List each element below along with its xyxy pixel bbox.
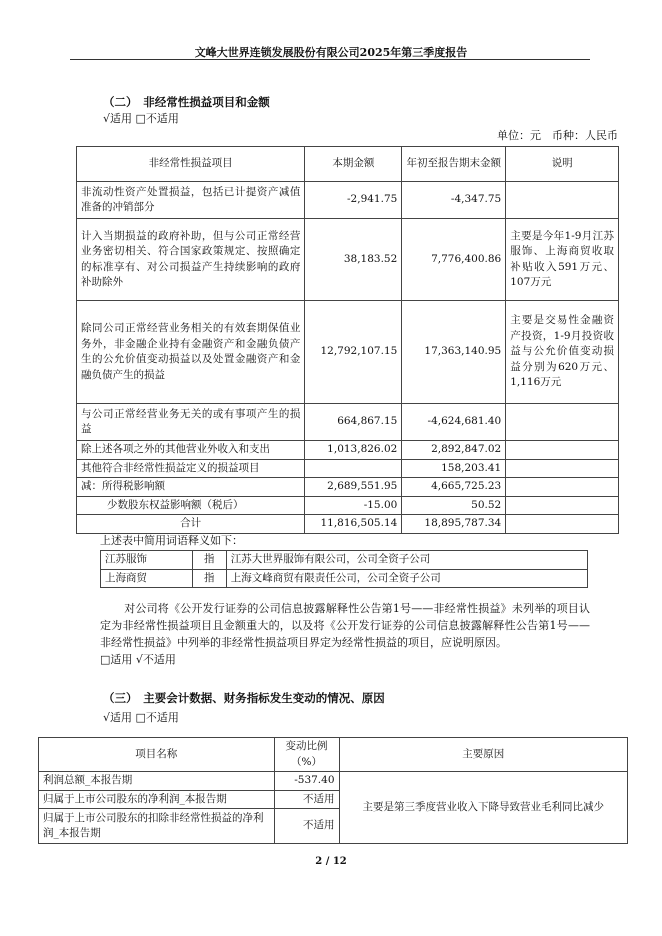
main-reason: 主要是第三季度营业收入下降导致营业毛利同比减少 xyxy=(339,772,627,844)
row-ratio: 不适用 xyxy=(274,809,339,844)
row-note xyxy=(506,182,619,219)
abbr-term: 上海商贸 xyxy=(101,569,193,588)
row-current: -2,941.75 xyxy=(305,182,402,219)
col-header-ratio: 变动比例（%） xyxy=(274,738,339,772)
abbr-term: 江苏服饰 xyxy=(101,551,193,570)
row-item: 除上述各项之外的其他营业外收入和支出 xyxy=(77,441,305,460)
row-ratio: 不适用 xyxy=(274,790,339,809)
row-item: 除同公司正常经营业务相关的有效套期保值业务外，非金融企业持有金融资产和金融负债产生的公允价值变动损益以及处置金融资产和金融负债产生的损益 xyxy=(77,301,305,404)
list-item xyxy=(101,569,588,588)
row-current xyxy=(305,459,402,478)
abbr-intro: 上述表中简用词语释义如下： xyxy=(100,534,243,547)
table-row xyxy=(77,219,619,301)
col-header-current: 本期金额 xyxy=(305,147,402,182)
row-item: 减：所得税影响额 xyxy=(77,478,305,497)
page-number: 2 / 12 xyxy=(315,856,347,867)
non-recurring-table xyxy=(76,146,619,534)
section3-title: （三） 主要会计数据、财务指标发生变动的情况、原因 xyxy=(103,691,385,705)
col-header-item: 非经常性损益项目 xyxy=(77,147,305,182)
col-header-note: 说明 xyxy=(506,147,619,182)
row-note xyxy=(506,496,619,515)
table-row xyxy=(77,182,619,219)
row-note xyxy=(506,478,619,497)
row-item: 与公司正常经营业务无关的或有事项产生的损益 xyxy=(77,404,305,441)
explanation-applicable: □适用 √不适用 xyxy=(100,653,176,666)
row-note xyxy=(506,459,619,478)
row-current: 664,867.15 xyxy=(305,404,402,441)
row-ytd: 18,895,787.34 xyxy=(402,515,506,534)
section2-title: （二） 非经常性损益项目和金额 xyxy=(103,95,270,109)
unit-line: 单位：元 币种：人民币 xyxy=(497,129,618,142)
row-ytd: 4,665,725.23 xyxy=(402,478,506,497)
abbr-meaning: 江苏大世界服饰有限公司，公司全资子公司 xyxy=(226,551,587,570)
row-current: 2,689,551.95 xyxy=(305,478,402,497)
row-ytd: 50.52 xyxy=(402,496,506,515)
row-note: 主要是今年1-9月江苏服饰、上海商贸收取补贴收入591万元、107万元 xyxy=(506,219,619,301)
explanation-paragraph: 对公司将《公开发行证券的公司信息披露解释性公告第1号——非经常性损益》未列举的项目认定为非经常性损益项目且金额重大的，以及将《公开发行证券的公司信息披露解释性公告第1号——非经常性损益》中列举的非经常性损益项目界定为经常性损益的项目，应说明原因。 xyxy=(100,602,590,649)
row-current: 1,013,826.02 xyxy=(305,441,402,460)
row-ytd: -4,624,681.40 xyxy=(402,404,506,441)
table-row xyxy=(77,404,619,441)
table-row xyxy=(77,496,619,515)
row-note xyxy=(506,404,619,441)
table-row xyxy=(77,301,619,404)
row-ytd: 2,892,847.02 xyxy=(402,441,506,460)
row-ytd: 17,363,140.95 xyxy=(402,301,506,404)
change-reason-table xyxy=(38,737,628,844)
table-total-row xyxy=(77,515,619,534)
row-current: -15.00 xyxy=(305,496,402,515)
row-item: 其他符合非经常性损益定义的损益项目 xyxy=(77,459,305,478)
row-item: 归属于上市公司股东的扣除非经常性损益的净利润_本报告期 xyxy=(39,809,275,844)
header-divider xyxy=(70,59,590,60)
row-note: 主要是交易性金融资产投资，1-9月投资收益与公允价值变动损益分别为620万元、1,116万元 xyxy=(506,301,619,404)
row-item: 计入当期损益的政府补助，但与公司正常经营业务密切相关、符合国家政策规定、按照确定的标准享有、对公司损益产生持续影响的政府补助除外 xyxy=(77,219,305,301)
row-note xyxy=(506,441,619,460)
col-header-reason: 主要原因 xyxy=(339,738,627,772)
row-current: 38,183.52 xyxy=(305,219,402,301)
row-ytd: -4,347.75 xyxy=(402,182,506,219)
section2-applicable: √适用 □不适用 xyxy=(103,112,179,125)
row-item: 归属于上市公司股东的净利润_本报告期 xyxy=(39,790,275,809)
table-header-row xyxy=(77,147,619,182)
table-row xyxy=(77,478,619,497)
abbreviation-table xyxy=(100,550,588,588)
row-item: 非流动性资产处置损益，包括已计提资产减值准备的冲销部分 xyxy=(77,182,305,219)
col-header-ytd: 年初至报告期末金额 xyxy=(402,147,506,182)
row-ratio: -537.40 xyxy=(274,772,339,791)
section3-applicable: √适用 □不适用 xyxy=(103,711,179,724)
row-current: 12,792,107.15 xyxy=(305,301,402,404)
table-row xyxy=(39,772,628,791)
row-current: 11,816,505.14 xyxy=(305,515,402,534)
abbr-meaning: 上海文峰商贸有限责任公司，公司全资子公司 xyxy=(226,569,587,588)
row-item: 利润总额_本报告期 xyxy=(39,772,275,791)
table-row xyxy=(77,459,619,478)
row-note xyxy=(506,515,619,534)
row-item: 少数股东权益影响额（税后） xyxy=(77,496,305,515)
list-item xyxy=(101,551,588,570)
row-ytd: 7,776,400.86 xyxy=(402,219,506,301)
row-ytd: 158,203.41 xyxy=(402,459,506,478)
abbr-ref: 指 xyxy=(192,551,226,570)
table-header-row xyxy=(39,738,628,772)
abbr-ref: 指 xyxy=(192,569,226,588)
col-header-item: 项目名称 xyxy=(39,738,275,772)
report-header-title: 文峰大世界连锁发展股份有限公司2025年第三季度报告 xyxy=(194,46,468,59)
row-item: 合计 xyxy=(77,515,305,534)
table-row xyxy=(77,441,619,460)
